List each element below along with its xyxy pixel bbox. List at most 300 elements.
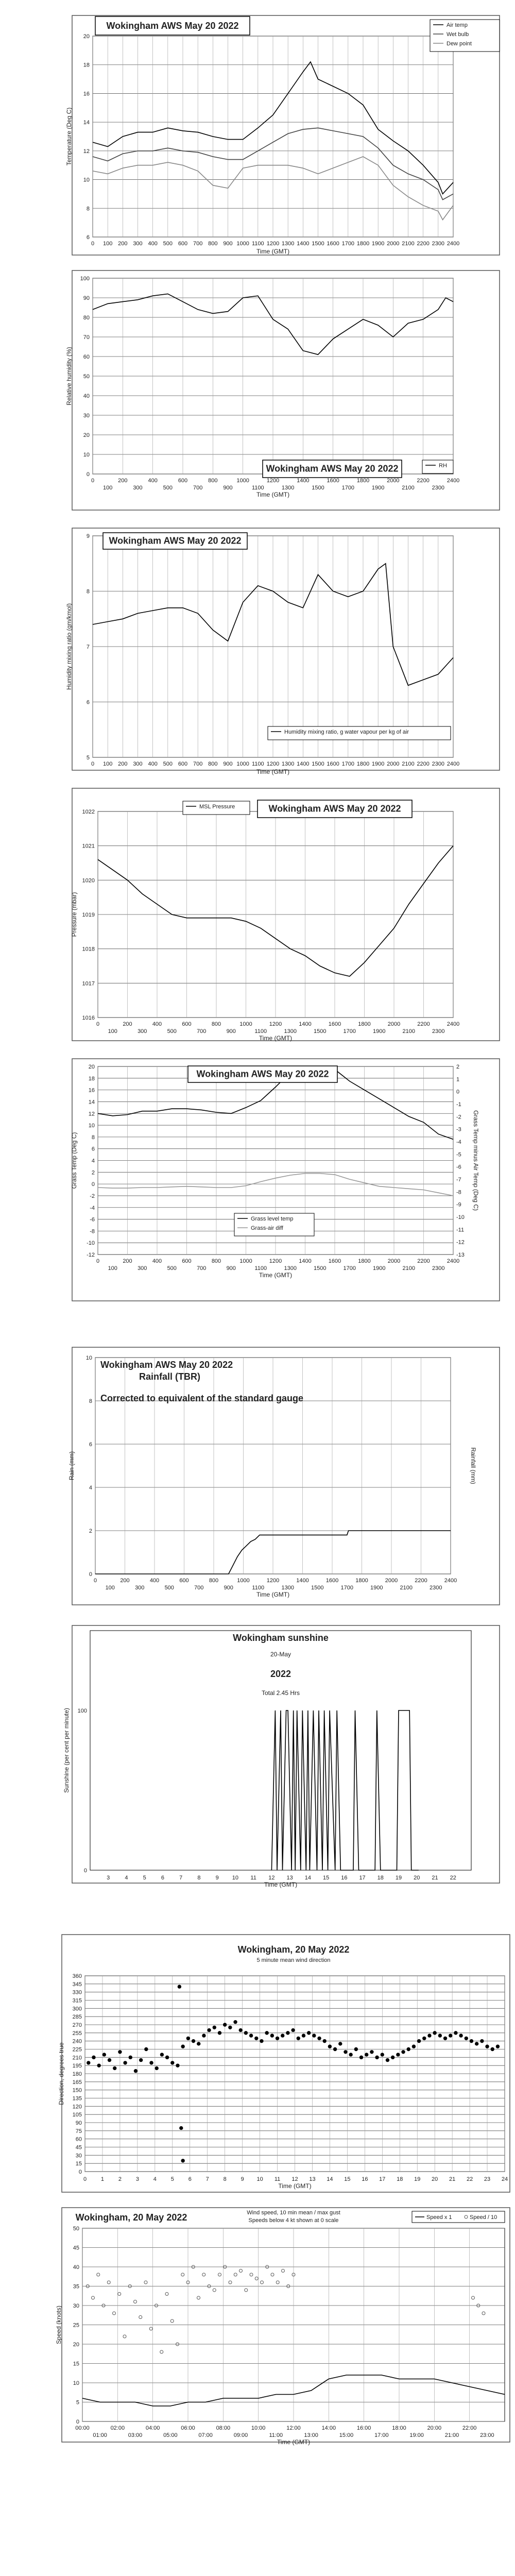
y-right-tick-label: -12 — [456, 1239, 465, 1246]
x-tick-label: 800 — [208, 761, 218, 767]
x-tick-label: 2100 — [402, 761, 415, 767]
y-tick-label: 0 — [83, 1868, 87, 1874]
y-tick-label: 8 — [86, 206, 90, 212]
x-tick-label: 700 — [194, 1585, 204, 1591]
y-tick-label: 75 — [75, 2128, 82, 2134]
y-tick-label: 60 — [75, 2136, 82, 2143]
data-point — [108, 2058, 111, 2061]
x-tick-label: 500 — [163, 241, 173, 247]
data-point — [155, 2066, 158, 2070]
data-point — [496, 2045, 499, 2048]
x-tick-label: 8 — [223, 2176, 227, 2182]
x-tick-label: 200 — [120, 1578, 130, 1584]
x-tick-label: 500 — [163, 761, 173, 767]
x-tick-label: 03:00 — [128, 2432, 143, 2438]
x-tick-label: 18:00 — [392, 2425, 406, 2431]
data-point — [129, 2056, 132, 2059]
data-point — [480, 2039, 484, 2042]
legend-label: Humidity mixing ratio, g water vapour per kg of air — [284, 729, 409, 735]
chart-title: Wokingham AWS May 20 2022 — [109, 535, 242, 546]
chart-title: Wokingham sunshine — [233, 1633, 329, 1643]
x-tick-label: 300 — [133, 485, 143, 491]
x-tick-label: 2200 — [417, 241, 430, 247]
y-tick-label: 2 — [89, 1528, 92, 1534]
x-tick-label: 2100 — [400, 1585, 413, 1591]
x-tick-label: 900 — [223, 761, 233, 767]
x-tick-label: 1500 — [314, 1265, 327, 1272]
x-tick-label: 09:00 — [233, 2432, 248, 2438]
chart-subtitle-2: Speeds below 4 kt shown at 0 scale — [248, 2217, 339, 2224]
x-tick-label: 2200 — [417, 1021, 430, 1027]
x-tick-label: 16:00 — [356, 2425, 371, 2431]
data-point — [176, 2064, 179, 2067]
x-tick-label: 1000 — [239, 1258, 252, 1264]
legend-label: Wet bulb — [447, 31, 469, 38]
x-tick-label: 2300 — [430, 1585, 442, 1591]
y-tick-label: 0 — [76, 2419, 79, 2425]
y-tick-label: 105 — [72, 2112, 82, 2119]
x-tick-label: 2300 — [432, 1028, 445, 1035]
data-point — [339, 2042, 342, 2045]
x-tick-label: 2000 — [387, 761, 400, 767]
y-tick-label: 40 — [73, 2264, 79, 2270]
legend-label: Speed x 1 — [426, 2214, 452, 2221]
x-tick-label: 02:00 — [110, 2425, 125, 2431]
y-tick-label: 135 — [72, 2095, 82, 2102]
x-tick-label: 15 — [344, 2176, 351, 2182]
y-right-tick-label: 0 — [456, 1089, 460, 1095]
chart-3 — [65, 528, 500, 775]
x-tick-label: 600 — [182, 1021, 192, 1027]
data-point — [165, 2056, 168, 2059]
x-tick-label: 12 — [291, 2176, 298, 2182]
y-tick-label: 270 — [72, 2022, 82, 2028]
x-tick-label: 1700 — [341, 485, 355, 491]
y-tick-label: 285 — [72, 2014, 82, 2021]
x-tick-label: 22 — [450, 1875, 456, 1881]
x-tick-label: 700 — [193, 761, 203, 767]
x-tick-label: 2000 — [385, 1578, 398, 1584]
chart-subtitle: Rainfall (TBR) — [139, 1371, 200, 1382]
data-point — [423, 2037, 426, 2040]
x-tick-label: 1600 — [327, 478, 339, 484]
chart-subtitle: 20-May — [270, 1651, 291, 1658]
y-tick-label: 240 — [72, 2038, 82, 2045]
data-point — [145, 2047, 148, 2050]
y-right-tick-label: -5 — [456, 1151, 461, 1158]
x-tick-label: 1300 — [284, 1028, 297, 1035]
x-tick-label: 1600 — [328, 1258, 341, 1264]
y-axis-label: Speed (knots) — [55, 2306, 62, 2344]
chart-title: Wokingham AWS May 20 2022 — [100, 1360, 233, 1370]
x-tick-label: 17:00 — [374, 2432, 389, 2438]
data-point — [359, 2056, 363, 2059]
y-tick-label: 1021 — [82, 843, 95, 850]
x-tick-label: 2100 — [402, 485, 415, 491]
data-point — [181, 2045, 184, 2048]
chart-title: Wokingham AWS May 20 2022 — [106, 21, 239, 31]
data-point — [208, 2028, 211, 2031]
x-tick-label: 1000 — [239, 1021, 252, 1027]
data-point — [186, 2037, 190, 2040]
x-tick-label: 1200 — [266, 241, 280, 247]
y-right-tick-label: -13 — [456, 1252, 465, 1258]
x-tick-label: 400 — [152, 1258, 162, 1264]
y-tick-label: 18 — [83, 62, 90, 69]
x-tick-label: 1100 — [252, 761, 264, 767]
x-tick-label: 900 — [223, 241, 233, 247]
x-tick-label: 14:00 — [321, 2425, 336, 2431]
x-tick-label: 1500 — [312, 485, 324, 491]
data-point — [302, 2034, 305, 2037]
x-tick-label: 2300 — [432, 485, 445, 491]
x-tick-label: 1800 — [356, 241, 370, 247]
data-point — [181, 2159, 184, 2162]
y-axis-right-label: Rainfall (mm) — [470, 1447, 477, 1484]
x-tick-label: 19:00 — [409, 2432, 424, 2438]
x-tick-label: 400 — [152, 1021, 162, 1027]
x-tick-label: 700 — [193, 485, 203, 491]
x-axis-label: Time (GMT) — [256, 491, 290, 498]
x-tick-label: 1300 — [281, 761, 295, 767]
y-tick-label: 360 — [72, 1973, 82, 1979]
x-tick-label: 900 — [226, 1265, 236, 1272]
x-axis-label: Time (GMT) — [277, 2438, 311, 2446]
x-tick-label: 300 — [133, 761, 143, 767]
x-tick-label: 12:00 — [286, 2425, 301, 2431]
data-point — [349, 2053, 352, 2056]
chart-subtitle-year: 2022 — [270, 1669, 291, 1679]
y-tick-label: 60 — [83, 354, 90, 360]
y-tick-label: 40 — [83, 393, 90, 399]
x-tick-label: 2100 — [402, 1028, 415, 1035]
data-point — [323, 2039, 326, 2042]
x-tick-label: 500 — [167, 1028, 177, 1035]
x-tick-label: 0 — [91, 478, 95, 484]
x-tick-label: 0 — [96, 1258, 100, 1264]
x-tick-label: 20 — [432, 2176, 438, 2182]
data-point — [475, 2042, 478, 2045]
x-tick-label: 1600 — [327, 241, 339, 247]
data-point — [354, 2047, 357, 2050]
x-tick-label: 1900 — [370, 1585, 383, 1591]
chart-5 — [71, 1059, 500, 1301]
x-tick-label: 300 — [135, 1585, 145, 1591]
y-tick-label: 10 — [73, 2380, 79, 2386]
x-tick-label: 500 — [163, 485, 173, 491]
y-tick-label: 35 — [73, 2283, 79, 2290]
x-tick-label: 21 — [432, 1875, 438, 1881]
x-tick-label: 1100 — [252, 485, 264, 491]
x-tick-label: 1900 — [371, 761, 385, 767]
x-tick-label: 1500 — [312, 761, 324, 767]
x-tick-label: 2400 — [447, 761, 460, 767]
x-axis-label: Time (GMT) — [259, 1272, 293, 1279]
legend-box — [422, 460, 453, 473]
y-tick-label: 20 — [83, 33, 90, 40]
x-tick-label: 2400 — [447, 478, 460, 484]
y-tick-label: 330 — [72, 1989, 82, 1996]
x-tick-label: 01:00 — [93, 2432, 107, 2438]
data-point — [397, 2053, 400, 2056]
data-point — [402, 2050, 405, 2054]
y-tick-label: -10 — [87, 1240, 95, 1247]
y-tick-label: 1017 — [82, 980, 95, 987]
x-tick-label: 800 — [211, 1258, 221, 1264]
y-tick-label: 8 — [91, 1134, 95, 1141]
x-tick-label: 4 — [125, 1875, 128, 1881]
x-tick-label: 2200 — [417, 761, 430, 767]
y-axis-label: Direction, degrees true — [58, 2042, 65, 2105]
y-tick-label: 5 — [86, 755, 90, 761]
data-point — [97, 2064, 100, 2067]
x-tick-label: 23:00 — [480, 2432, 494, 2438]
data-point — [291, 2028, 295, 2031]
x-axis-label: Time (GMT) — [256, 248, 290, 255]
x-tick-label: 1000 — [236, 478, 249, 484]
data-point — [197, 2042, 200, 2045]
legend-label: Grass-air diff — [251, 1225, 283, 1231]
x-tick-label: 2400 — [447, 241, 460, 247]
x-tick-label: 900 — [224, 1585, 233, 1591]
y-tick-label: 6 — [89, 1442, 92, 1448]
x-tick-label: 12 — [268, 1875, 275, 1881]
x-tick-label: 2000 — [387, 1021, 401, 1027]
x-tick-label: 1400 — [299, 1021, 312, 1027]
y-tick-label: 80 — [83, 315, 90, 321]
x-tick-label: 14 — [304, 1875, 311, 1881]
chart-7 — [63, 1625, 500, 1888]
data-point — [229, 2026, 232, 2029]
x-tick-label: 1900 — [371, 241, 385, 247]
data-point — [407, 2047, 410, 2050]
data-point — [433, 2031, 436, 2035]
x-tick-label: 1200 — [266, 1578, 280, 1584]
y-tick-label: 18 — [88, 1075, 95, 1082]
y-right-tick-label: -7 — [456, 1177, 461, 1183]
chart-title: Wokingham AWS May 20 2022 — [266, 463, 399, 474]
x-tick-label: 1800 — [356, 478, 370, 484]
x-tick-label: 100 — [102, 241, 113, 247]
x-tick-label: 1400 — [299, 1258, 312, 1264]
data-point — [375, 2056, 379, 2059]
y-tick-label: -12 — [87, 1252, 95, 1258]
data-point — [307, 2031, 310, 2035]
data-point — [281, 2034, 284, 2037]
y-tick-label: 9 — [86, 533, 90, 539]
y-tick-label: 1018 — [82, 946, 95, 953]
x-tick-label: 1600 — [328, 1021, 341, 1027]
x-tick-label: 1500 — [312, 241, 324, 247]
data-point — [102, 2053, 106, 2056]
y-right-tick-label: 2 — [456, 1064, 460, 1070]
x-tick-label: 17 — [359, 1875, 366, 1881]
data-point — [470, 2039, 473, 2042]
data-point — [249, 2034, 252, 2037]
x-tick-label: 2 — [118, 2176, 122, 2182]
x-tick-label: 1000 — [236, 761, 249, 767]
x-tick-label: 7 — [179, 1875, 183, 1881]
x-tick-label: 10:00 — [251, 2425, 266, 2431]
x-tick-label: 0 — [83, 2176, 87, 2182]
y-right-tick-label: -11 — [456, 1227, 465, 1233]
x-tick-label: 1400 — [297, 241, 310, 247]
x-tick-label: 1000 — [237, 1578, 250, 1584]
chart-title: Wokingham, 20 May 2022 — [75, 2212, 187, 2223]
y-right-tick-label: -8 — [456, 1189, 461, 1196]
legend-label: Grass level temp — [251, 1216, 294, 1222]
x-tick-label: 100 — [105, 1585, 115, 1591]
x-tick-label: 20:00 — [427, 2425, 442, 2431]
x-axis-label: Time (GMT) — [259, 1035, 293, 1042]
data-point — [328, 2045, 331, 2048]
data-point — [370, 2050, 373, 2054]
x-tick-label: 1100 — [254, 1265, 267, 1272]
y-axis-label: Relative humidity (%) — [65, 347, 73, 405]
x-tick-label: 2000 — [387, 241, 400, 247]
chart-9 — [55, 2208, 510, 2446]
x-tick-label: 900 — [223, 485, 233, 491]
data-point — [270, 2034, 273, 2037]
x-tick-label: 1200 — [266, 478, 280, 484]
x-tick-label: 05:00 — [163, 2432, 178, 2438]
chart-note: Corrected to equivalent of the standard gauge — [100, 1393, 304, 1403]
data-point — [286, 2031, 289, 2035]
y-tick-label: 6 — [91, 1146, 95, 1153]
x-tick-label: 2100 — [402, 241, 415, 247]
x-tick-label: 2400 — [444, 1578, 457, 1584]
x-tick-label: 19 — [395, 1875, 402, 1881]
x-tick-label: 1800 — [358, 1258, 371, 1264]
x-tick-label: 800 — [208, 241, 218, 247]
data-point — [276, 2037, 279, 2040]
x-tick-label: 2300 — [432, 761, 445, 767]
y-tick-label: 14 — [88, 1099, 95, 1106]
y-tick-label: 165 — [72, 2079, 82, 2086]
x-tick-label: 1100 — [252, 1585, 265, 1591]
x-tick-label: 9 — [215, 1875, 219, 1881]
data-point — [454, 2031, 457, 2035]
data-point — [223, 2023, 226, 2026]
y-tick-label: 20 — [73, 2342, 79, 2348]
x-tick-label: 800 — [208, 478, 218, 484]
x-tick-label: 22:00 — [462, 2425, 477, 2431]
legend-label: Air temp — [447, 22, 468, 28]
y-tick-label: -8 — [90, 1228, 95, 1235]
x-tick-label: 3 — [107, 1875, 110, 1881]
x-tick-label: 2300 — [432, 1265, 445, 1272]
y-tick-label: 300 — [72, 2006, 82, 2012]
x-tick-label: 2200 — [415, 1578, 427, 1584]
chart-1 — [65, 15, 500, 255]
y-tick-label: -2 — [90, 1193, 95, 1199]
data-point — [486, 2045, 489, 2048]
x-tick-label: 2000 — [387, 478, 400, 484]
x-tick-label: 1900 — [373, 1028, 386, 1035]
data-point — [465, 2037, 468, 2040]
x-tick-label: 2100 — [402, 1265, 415, 1272]
x-tick-label: 200 — [118, 761, 128, 767]
data-point — [365, 2053, 368, 2056]
y-tick-label: 8 — [86, 588, 90, 595]
x-tick-label: 6 — [161, 1875, 165, 1881]
y-tick-label: 15 — [75, 2161, 82, 2167]
x-tick-label: 22 — [466, 2176, 473, 2182]
x-tick-label: 400 — [148, 478, 158, 484]
data-point — [428, 2034, 431, 2037]
chart-title: Wokingham AWS May 20 2022 — [268, 803, 401, 814]
y-tick-label: 255 — [72, 2030, 82, 2037]
y-tick-label: 50 — [83, 374, 90, 380]
data-point — [297, 2037, 300, 2040]
x-tick-label: 15 — [322, 1875, 330, 1881]
y-tick-label: 20 — [88, 1064, 95, 1070]
x-tick-label: 2400 — [447, 1021, 460, 1027]
x-tick-label: 5 — [143, 1875, 146, 1881]
y-tick-label: 4 — [89, 1485, 92, 1491]
y-tick-label: 30 — [83, 413, 90, 419]
x-tick-label: 2200 — [417, 478, 430, 484]
x-tick-label: 1800 — [358, 1021, 371, 1027]
data-point — [239, 2028, 242, 2031]
legend-label: Speed / 10 — [470, 2214, 497, 2221]
y-right-tick-label: -1 — [456, 1101, 461, 1108]
y-tick-label: 0 — [78, 2169, 82, 2175]
y-tick-label: 100 — [77, 1708, 87, 1714]
x-axis-label: Time (GMT) — [264, 1881, 298, 1888]
data-point — [381, 2053, 384, 2056]
x-tick-label: 100 — [102, 485, 113, 491]
x-tick-label: 2200 — [417, 1258, 430, 1264]
x-tick-label: 1500 — [311, 1585, 324, 1591]
x-tick-label: 800 — [209, 1578, 219, 1584]
data-point — [92, 2056, 95, 2059]
x-tick-label: 16 — [362, 2176, 368, 2182]
y-tick-label: 10 — [85, 1355, 92, 1361]
y-tick-label: 225 — [72, 2046, 82, 2053]
x-tick-label: 1300 — [281, 241, 295, 247]
x-tick-label: 700 — [193, 241, 203, 247]
y-tick-label: 12 — [88, 1111, 95, 1117]
x-tick-label: 2000 — [387, 1258, 401, 1264]
y-tick-label: 10 — [83, 177, 90, 183]
y-tick-label: 315 — [72, 1997, 82, 2004]
x-tick-label: 0 — [91, 761, 95, 767]
data-point — [443, 2037, 447, 2040]
x-tick-label: 1300 — [284, 1265, 297, 1272]
y-tick-label: 90 — [75, 2120, 82, 2126]
x-tick-label: 300 — [138, 1028, 147, 1035]
y-tick-label: 100 — [80, 276, 90, 282]
data-point — [150, 2061, 153, 2064]
x-tick-label: 0 — [96, 1021, 100, 1027]
x-tick-label: 10 — [232, 1875, 239, 1881]
data-point — [412, 2045, 415, 2048]
x-tick-label: 13 — [286, 1875, 293, 1881]
data-point — [344, 2050, 347, 2054]
y-tick-label: 7 — [86, 644, 90, 650]
legend-label: MSL Pressure — [199, 804, 235, 810]
x-tick-label: 1500 — [314, 1028, 327, 1035]
x-tick-label: 400 — [148, 241, 158, 247]
x-tick-label: 1000 — [236, 241, 249, 247]
y-tick-label: 70 — [83, 334, 90, 341]
data-point — [459, 2034, 462, 2037]
x-tick-label: 900 — [226, 1028, 236, 1035]
data-point — [417, 2039, 420, 2042]
x-tick-label: 1400 — [297, 478, 310, 484]
x-axis-label: Time (GMT) — [256, 768, 290, 775]
